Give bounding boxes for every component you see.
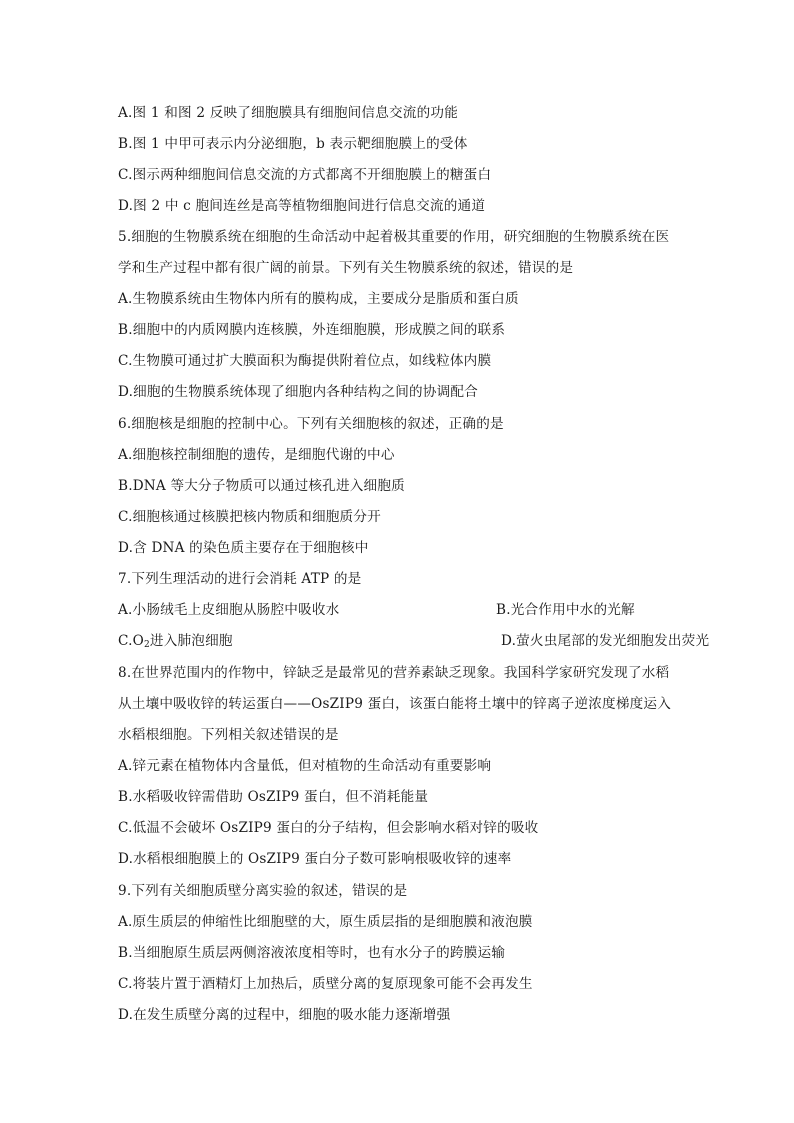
q6-option-a: A.细胞核控制细胞的遗传，是细胞代谢的中心 [118, 447, 395, 463]
q8-stem-line2: 从土壤中吸收锌的转运蛋白——OsZIP9 蛋白，该蛋白能将土壤中的锌离子逆浓度梯度运入 [118, 696, 672, 712]
q8-option-a: A.锌元素在植物体内含量低，但对植物的生命活动有重要影响 [118, 758, 492, 774]
q4-option-a: A.图 1 和图 2 反映了细胞膜具有细胞间信息交流的功能 [118, 105, 458, 121]
q4-option-d: D.图 2 中 c 胞间连丝是高等植物细胞间进行信息交流的通道 [118, 198, 486, 214]
q6-option-d: D.含 DNA 的染色质主要存在于细胞核中 [118, 540, 369, 556]
q5-option-c: C.生物膜可通过扩大膜面积为酶提供附着位点，如线粒体内膜 [118, 353, 492, 369]
q7-options-row1 [118, 601, 678, 619]
q7-options-row2 [118, 632, 710, 650]
q9-stem: 9.下列有关细胞质壁分离实验的叙述，错误的是 [118, 883, 408, 899]
q8-stem-line1: 8.在世界范围内的作物中，锌缺乏是最常见的营养素缺乏现象。我国科学家研究发现了水稻 [118, 665, 670, 681]
q4-option-b: B.图 1 中甲可表示内分泌细胞，b 表示靶细胞膜上的受体 [118, 136, 468, 152]
q7-stem: 7.下列生理活动的进行会消耗 ATP 的是 [118, 571, 362, 587]
q6-option-c: C.细胞核通过核膜把核内物质和细胞质分开 [118, 509, 381, 525]
q9-option-d: D.在发生质壁分离的过程中，细胞的吸水能力逐渐增强 [118, 1007, 451, 1023]
q5-option-d: D.细胞的生物膜系统体现了细胞内各种结构之间的协调配合 [118, 384, 478, 400]
q7-option-d: D.萤火虫尾部的发光细胞发出荧光 [501, 633, 710, 649]
q5-stem-line2: 学和生产过程中都有很广阔的前景。下列有关生物膜系统的叙述，错误的是 [118, 260, 574, 276]
q8-option-d: D.水稻根细胞膜上的 OsZIP9 蛋白分子数可影响根吸收锌的速率 [118, 851, 512, 867]
q5-stem-line1: 5.细胞的生物膜系统在细胞的生命活动中起着极其重要的作用，研究细胞的生物膜系统在医 [118, 229, 670, 245]
q7-option-b: B.光合作用中水的光解 [496, 602, 635, 618]
q9-option-a: A.原生质层的伸缩性比细胞壁的大，原生质层指的是细胞膜和液泡膜 [118, 914, 533, 930]
q8-option-c: C.低温不会破坏 OsZIP9 蛋白的分子结构，但会影响水稻对锌的吸收 [118, 820, 539, 836]
q4-option-c: C.图示两种细胞间信息交流的方式都离不开细胞膜上的糖蛋白 [118, 167, 492, 183]
q6-option-b: B.DNA 等大分子物质可以通过核孔进入细胞质 [118, 478, 405, 494]
q9-option-b: B.当细胞原生质层两侧溶液浓度相等时，也有水分子的跨膜运输 [118, 945, 506, 961]
q6-stem: 6.细胞核是细胞的控制中心。下列有关细胞核的叙述，正确的是 [118, 416, 504, 432]
q7-option-c: $C.O_2$进入肺泡细胞 [118, 633, 233, 650]
q5-option-a: A.生物膜系统由生物体内所有的膜构成，主要成分是脂质和蛋白质 [118, 291, 519, 307]
q8-stem-line3: 水稻根细胞。下列相关叙述错误的是 [118, 727, 339, 743]
q5-option-b: B.细胞中的内质网膜内连核膜，外连细胞膜，形成膜之间的联系 [118, 322, 506, 338]
q9-option-c: C.将装片置于酒精灯上加热后，质壁分离的复原现象可能不会再发生 [118, 976, 533, 992]
q8-option-b: B.水稻吸收锌需借助 OsZIP9 蛋白，但不消耗能量 [118, 789, 429, 805]
q7-option-a: A.小肠绒毛上皮细胞从肠腔中吸收水 [118, 602, 340, 618]
